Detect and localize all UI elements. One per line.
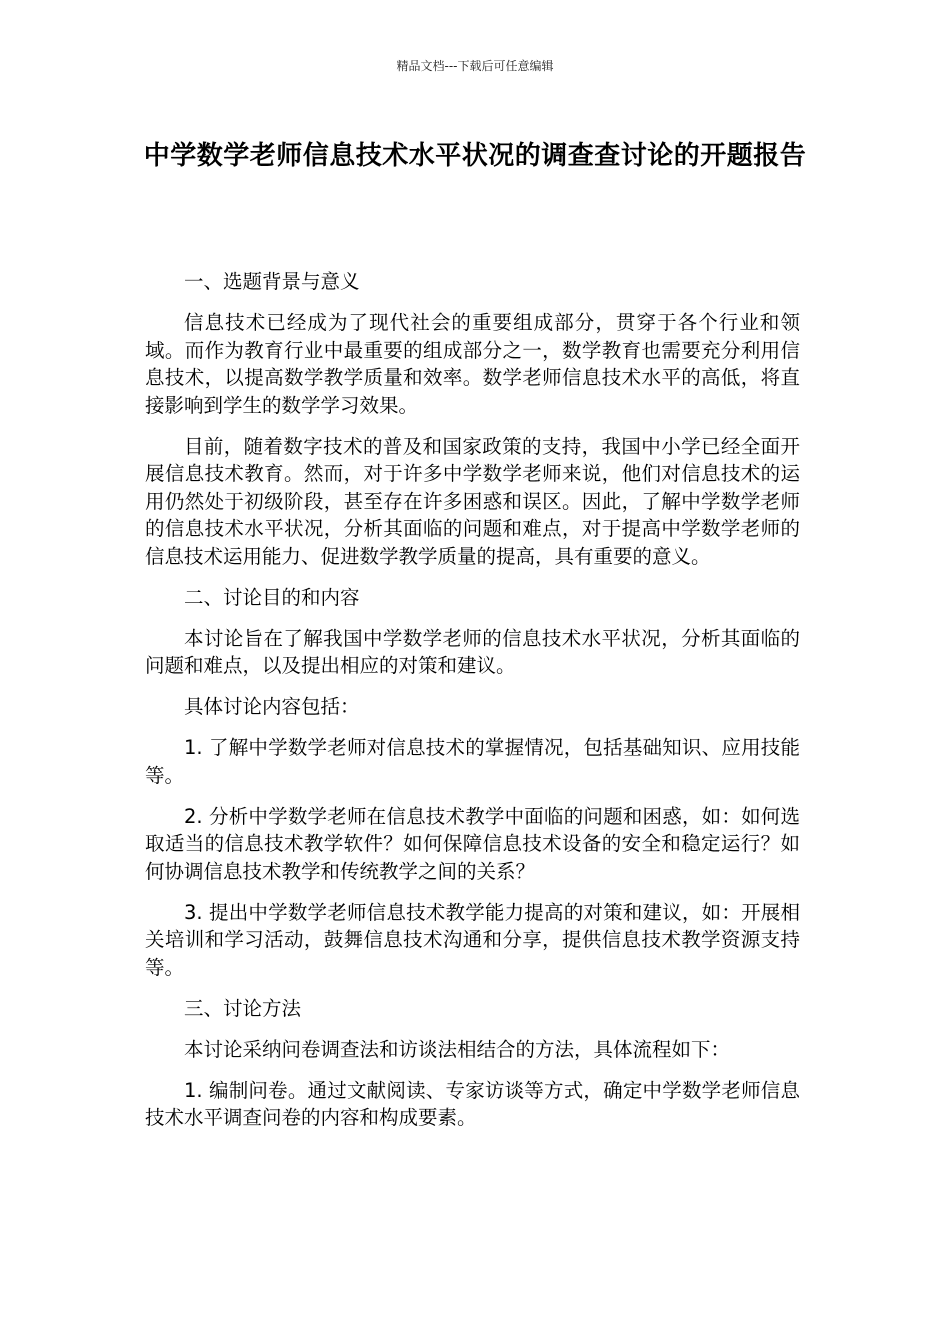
document-body — [145, 268, 800, 1145]
section-heading-purpose: 二、讨论目的和内容 — [184, 585, 360, 609]
paragraph-purpose-1: 本讨论旨在了解我国中学数学老师的信息技术水平状况，分析其面临的问题和难点，以及提出相应的对策和建议。 — [145, 626, 800, 677]
list-item-purpose-3: 3. 提出中学数学老师信息技术教学能力提高的对策和建议，如：开展相关培训和学习活动，鼓舞信息技术沟通和分享，提供信息技术教学资源支持等。 — [145, 900, 800, 979]
paragraph-purpose-2: 具体讨论内容包括： — [184, 695, 360, 718]
paragraph-background-1: 信息技术已经成为了现代社会的重要组成部分，贯穿于各个行业和领域。而作为教育行业中最重要的组成部分之一，数学教育也需要充分利用信息技术，以提高数学教学质量和效率。数学老师信息技术水平的高低，将直接影响到学生的数学学习效果。 — [145, 311, 800, 417]
section-heading-method: 三、讨论方法 — [184, 996, 302, 1020]
paragraph-method-1: 本讨论采纳问卷调查法和访谈法相结合的方法，具体流程如下： — [184, 1037, 731, 1061]
header-note: 精品文档---下载后可任意编辑 — [396, 59, 554, 73]
document-title: 中学数学老师信息技术水平状况的调查查讨论的开题报告 — [143, 141, 807, 171]
list-item-purpose-1: 1. 了解中学数学老师对信息技术的掌握情况，包括基础知识、应用技能等。 — [145, 736, 800, 787]
section-heading-background: 一、选题背景与意义 — [184, 270, 360, 293]
list-item-method-1: 1. 编制问卷。通过文献阅读、专家访谈等方式，确定中学数学老师信息技术水平调查问卷的内容和构成要素。 — [145, 1078, 800, 1129]
paragraph-background-2: 目前，随着数字技术的普及和国家政策的支持，我国中小学已经全面开展信息技术教育。然而，对于许多中学数学老师来说，他们对信息技术的运用仍然处于初级阶段，甚至存在许多困惑和误区。因此，了解中学数学老师的信息技术水平状况，分析其面临的问题和难点，对于提高中学数学老师的信息技术运用能力、促进数学教学质量的提高，具有重要的意义。 — [145, 434, 800, 568]
list-item-purpose-2: 2. 分析中学数学老师在信息技术教学中面临的问题和困惑，如：如何选取适当的信息技术教学软件？如何保障信息技术设备的安全和稳定运行？如何协调信息技术教学和传统教学之间的关系？ — [145, 804, 800, 883]
